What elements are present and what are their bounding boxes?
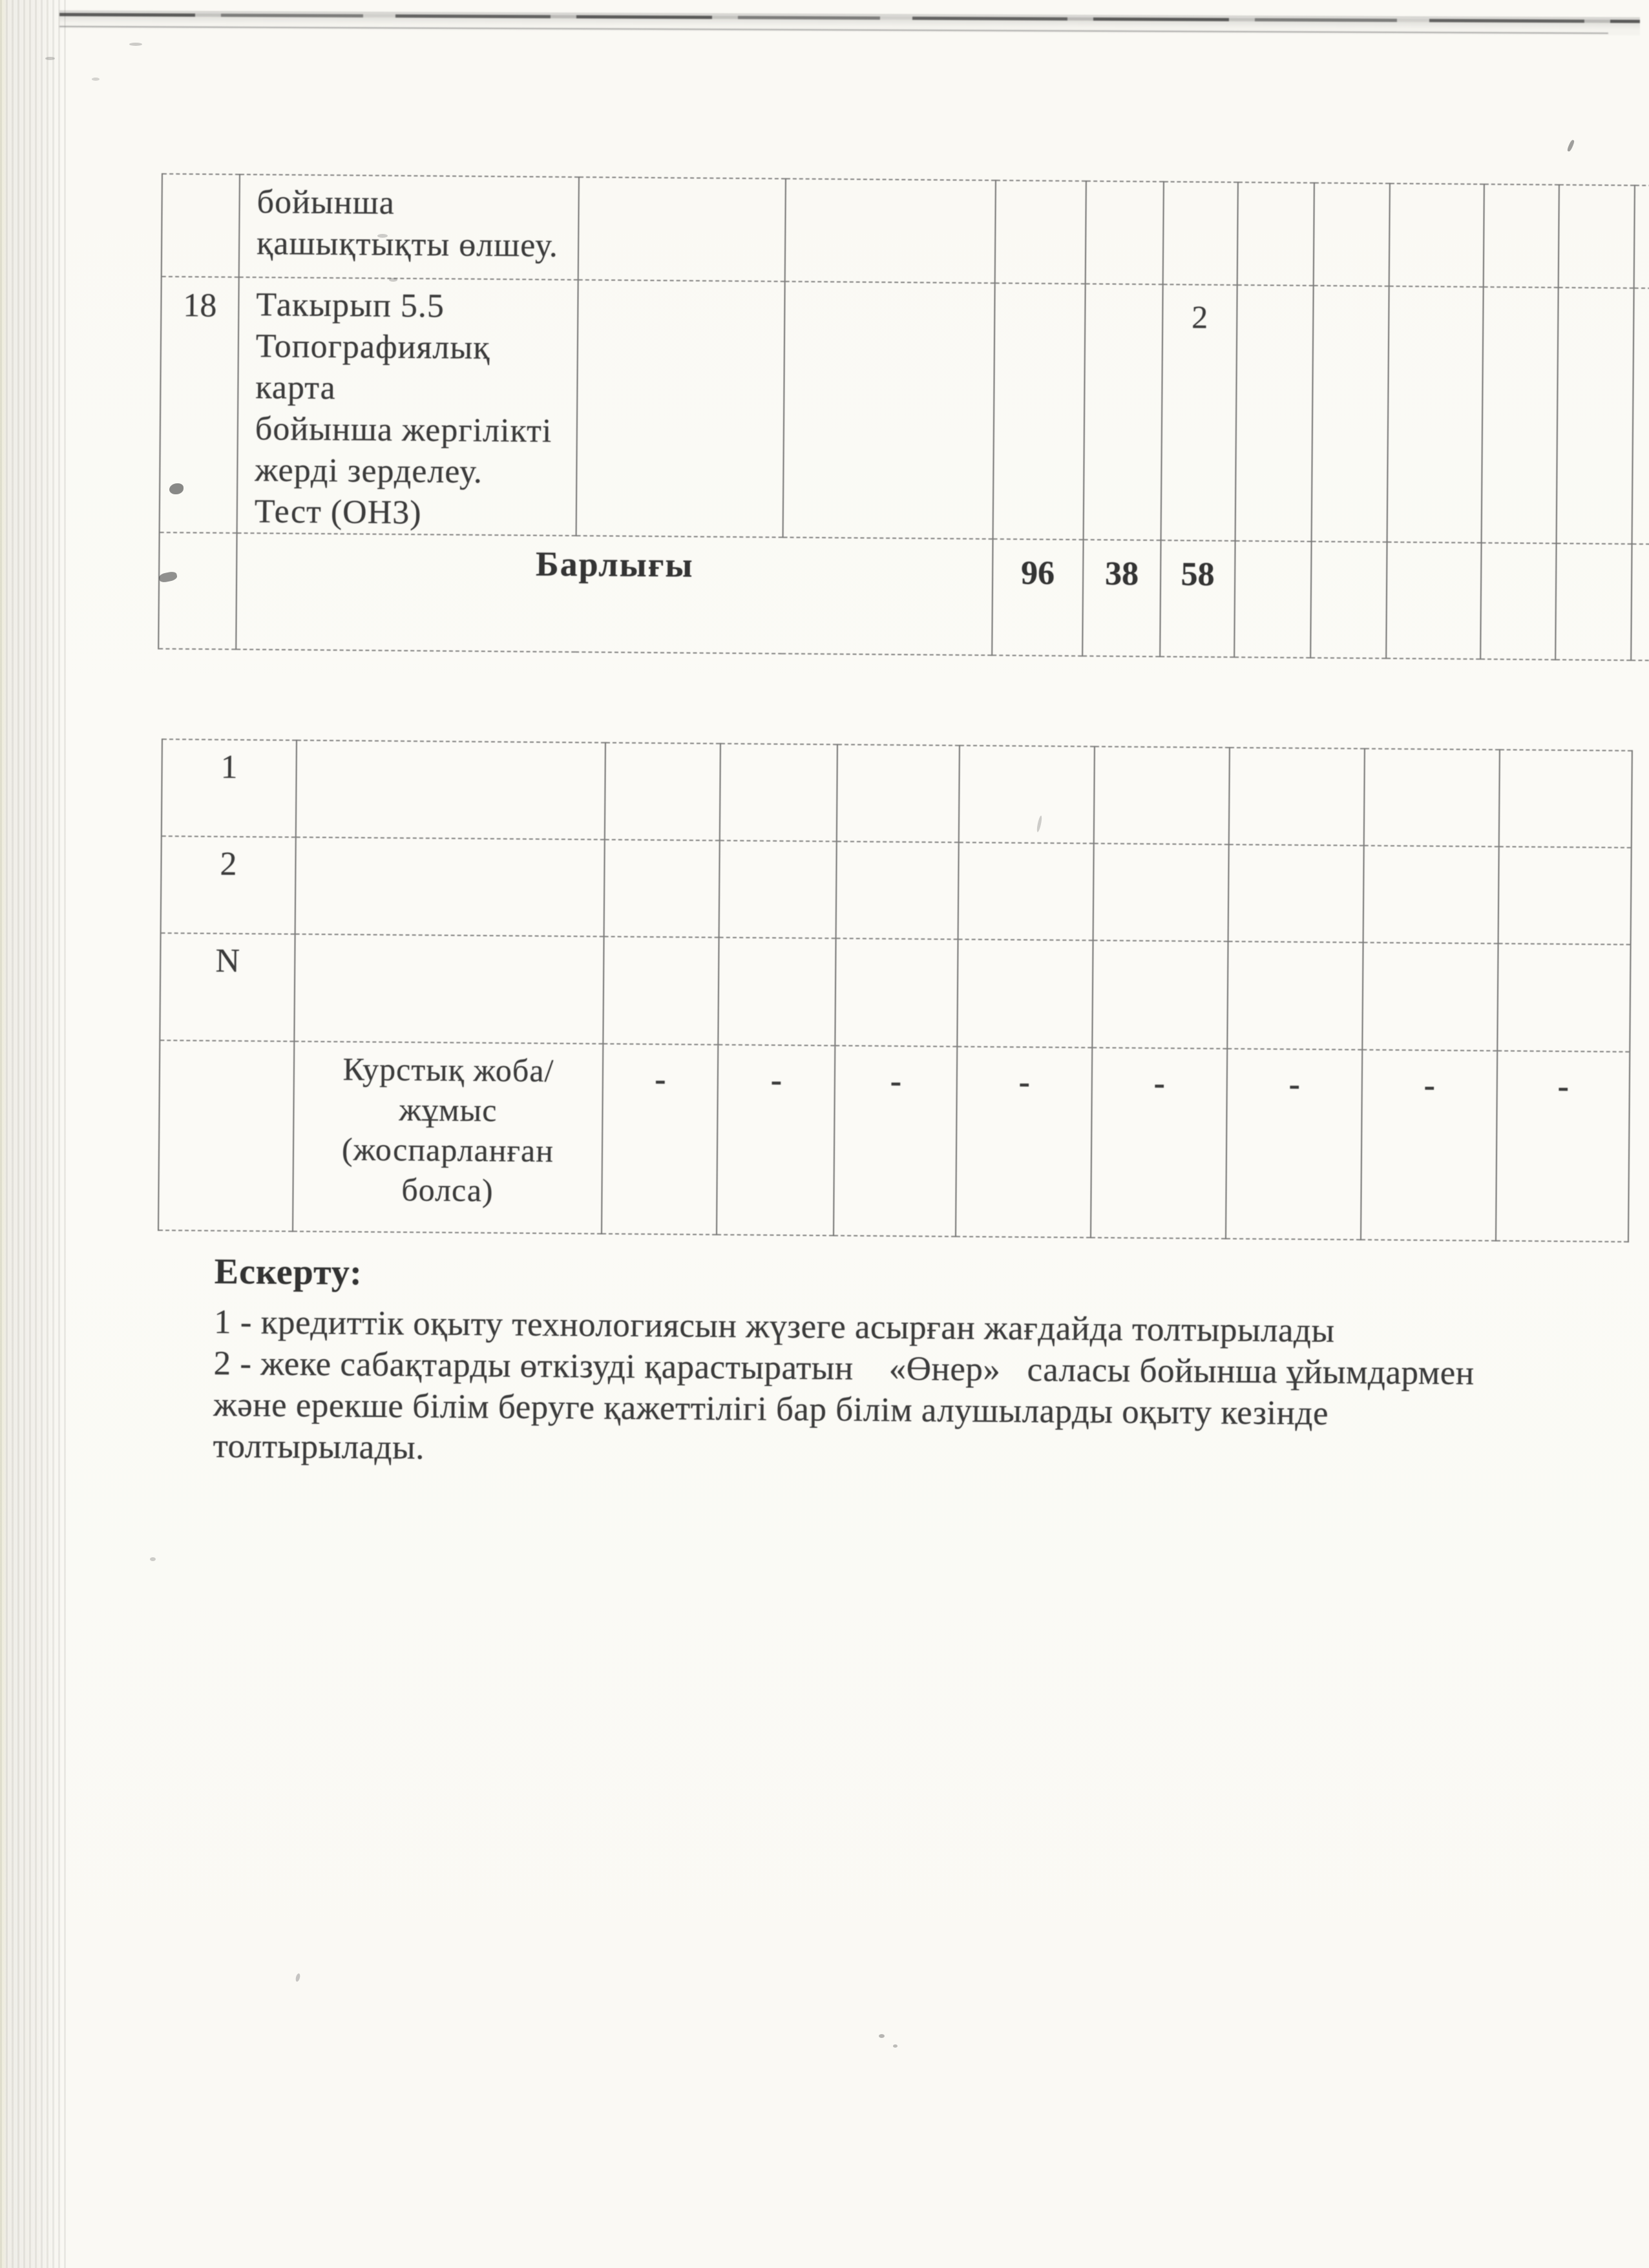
empty-cell [1094, 746, 1230, 845]
course-project-dash-cell: - [1361, 1050, 1497, 1241]
total-label-cell: Барлығы [236, 533, 993, 655]
note-line-1: 1 - кредиттік оқыту технологиясын жүзеге асырған жағдайда толтырылады [213, 1303, 1335, 1350]
empty-cell [1498, 846, 1632, 945]
topic-description-cell [237, 277, 578, 536]
theory-hours-cell: 38 [1082, 540, 1161, 656]
empty-cell [296, 740, 605, 840]
table-row-2 [161, 836, 1632, 945]
total-hours-cell: 96 [992, 539, 1083, 656]
empty-cell [1363, 846, 1499, 944]
table-row-18 [160, 277, 1649, 545]
row-number-cell [162, 174, 240, 277]
table-row-continuation [162, 174, 1649, 289]
empty-cell [1386, 542, 1481, 659]
course-project-table [158, 739, 1633, 1243]
note-line-2-continuation: толтырылады. [213, 1427, 425, 1467]
empty-cell [1482, 287, 1559, 543]
empty-cell [1235, 285, 1314, 541]
empty-cell [295, 837, 605, 937]
topic-line: Топографиялық карта [255, 328, 490, 407]
empty-cell [1234, 541, 1311, 658]
empty-cell [783, 282, 995, 540]
empty-cell [718, 938, 835, 1045]
empty-cell [1228, 845, 1364, 943]
note-line-2-continuation: және ерекше білім беруге қажеттілігі бар білім алушыларды оқыту кезінде [213, 1385, 1329, 1433]
course-project-line: жұмыс [399, 1091, 498, 1129]
note-line-2: 2 - жеке сабақтарды өткізуді қарастыратын «Өнер» саласы бойынша ұйымдармен [213, 1344, 1475, 1392]
course-project-line: болса) [401, 1171, 494, 1209]
empty-cell [294, 934, 604, 1044]
course-project-dash-cell: - [717, 1045, 835, 1235]
practice-hours-cell: 58 [1160, 540, 1235, 657]
empty-cell [1237, 182, 1314, 286]
notes-body [213, 1301, 1610, 1478]
empty-cell [995, 180, 1086, 284]
empty-cell [1084, 284, 1163, 540]
empty-cell [1559, 185, 1635, 288]
empty-cell [1499, 750, 1632, 848]
empty-cell [578, 177, 786, 282]
empty-cell [1310, 541, 1387, 658]
empty-cell [1389, 184, 1484, 287]
empty-cell [1364, 749, 1500, 847]
empty-cell [993, 283, 1086, 540]
course-project-dash-cell: - [602, 1044, 718, 1234]
topic-line: бойынша [257, 184, 395, 222]
empty-cell [1312, 286, 1389, 542]
ink-speck [150, 1557, 156, 1561]
empty-cell [1086, 181, 1164, 284]
table-row-1 [162, 739, 1632, 848]
empty-cell [605, 742, 720, 840]
ink-speck [129, 43, 142, 46]
topic-description-cell [239, 174, 579, 280]
empty-cell [785, 179, 996, 284]
course-project-line: (жоспарланған [341, 1131, 554, 1169]
empty-cell [1163, 182, 1238, 285]
ink-speck [45, 57, 55, 60]
ink-speck [92, 78, 100, 81]
empty-cell [603, 936, 719, 1044]
empty-cell [1480, 543, 1556, 660]
table-row-N [160, 933, 1630, 1052]
row-label-cell: 1 [162, 739, 297, 837]
empty-cell [720, 744, 837, 841]
ink-speck [377, 234, 388, 238]
empty-cell-clipped [1632, 288, 1649, 545]
course-project-dash-cell: - [956, 1047, 1092, 1238]
empty-cell-clipped [1634, 185, 1649, 289]
empty-cell [837, 744, 960, 842]
course-project-dash-cell: - [1226, 1049, 1362, 1240]
empty-cell [158, 532, 236, 649]
ink-speck [893, 2044, 898, 2048]
empty-cell [158, 1040, 294, 1232]
notes-block [213, 1251, 1610, 1478]
empty-cell [576, 280, 785, 538]
table-row-total [158, 532, 1649, 661]
topic-line: Такырып 5.5 [256, 286, 445, 325]
empty-cell [958, 843, 1094, 941]
ink-speck [879, 2034, 885, 2038]
notes-heading: Ескерту: [214, 1252, 363, 1293]
row-label-cell: N [160, 933, 295, 1042]
empty-cell-clipped [1631, 544, 1649, 661]
lesson-hours-table [158, 173, 1649, 662]
row-label-cell: 2 [161, 836, 296, 934]
topic-line: қашықтықты өлшеу. [256, 225, 559, 264]
course-project-line: Курстық жоба/ [342, 1051, 554, 1089]
empty-cell [719, 841, 837, 938]
course-project-dash-cell: - [1091, 1047, 1227, 1239]
empty-cell [1555, 543, 1632, 660]
empty-cell [836, 841, 959, 939]
topic-line: жерді зерделеу. [255, 452, 483, 490]
empty-cell [959, 746, 1095, 844]
topic-line: Тест (ОН3) [254, 493, 422, 532]
empty-cell [1484, 184, 1559, 288]
ink-speck [389, 278, 397, 282]
empty-cell [1314, 183, 1390, 286]
topic-line: бойынша жергілікті [255, 410, 552, 450]
empty-cell [1092, 940, 1228, 1049]
empty-cell [835, 938, 958, 1046]
empty-cell [1229, 748, 1365, 846]
table-row-course-project [158, 1040, 1630, 1242]
course-project-dash-cell: - [1496, 1051, 1630, 1242]
scan-top-edge-artifact [59, 10, 1640, 36]
empty-cell [604, 839, 720, 937]
empty-cell [1497, 943, 1630, 1052]
empty-cell [1387, 286, 1484, 543]
course-project-label-cell [293, 1042, 603, 1234]
course-project-dash-cell: - [834, 1045, 957, 1236]
empty-cell [957, 940, 1093, 1048]
empty-cell [1557, 288, 1634, 544]
empty-cell [1227, 941, 1363, 1050]
row-number-cell: 18 [160, 277, 239, 533]
empty-cell [1362, 943, 1498, 1051]
hours-value-cell: 2 [1161, 284, 1237, 541]
empty-cell [1093, 843, 1229, 941]
